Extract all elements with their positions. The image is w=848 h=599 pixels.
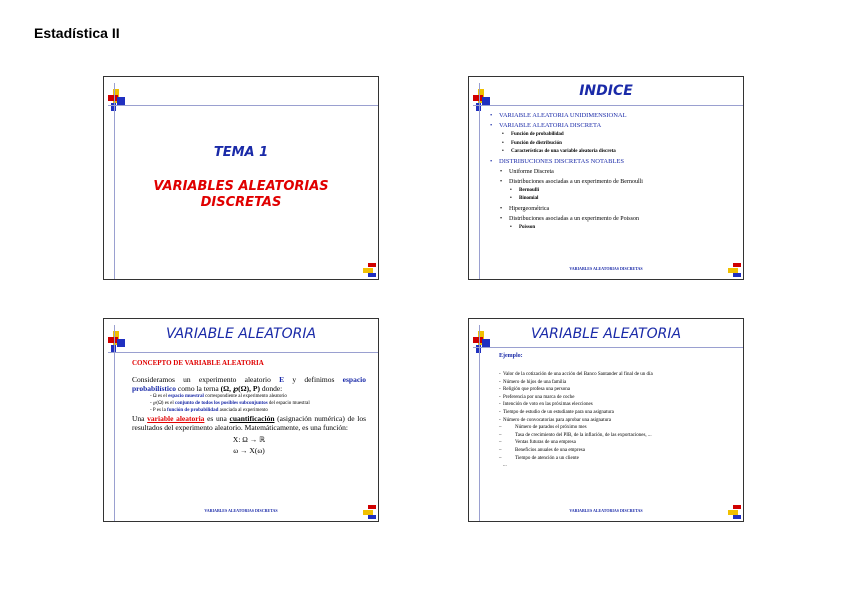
paragraph-2: Una variable aleatoria es una cuantificación (asignación numérica) de los resultados del experimento aleatorio. Matemáticamente, es una función: (132, 414, 366, 432)
document-title: Estadística II (34, 25, 120, 41)
slide-3-thumbnail[interactable] (103, 318, 379, 522)
slide-subtitle (104, 179, 378, 211)
list-item: ... (503, 463, 507, 469)
math-line-1: X: Ω → ℝ (232, 435, 266, 444)
toc-item: • VARIABLE ALEATORIA DISCRETA (499, 121, 737, 131)
list-item: – Ventas futuras de una empresa (499, 439, 733, 447)
toc-item: • Función de probabilidad (511, 131, 737, 140)
slide-title: INDICE (579, 83, 633, 99)
list-item: - Número de convocatorias para aprobar una asignatura (499, 417, 733, 425)
example-label: Ejemplo: (499, 353, 523, 359)
slide-1-thumbnail[interactable] (103, 76, 379, 280)
slide-rule-horizontal (108, 352, 378, 353)
bullet-funcion: - P es la función de probabilidad asociada al experimento (150, 408, 268, 413)
list-item: - Intención de voto en las próximas elecciones (499, 401, 733, 409)
toc-item: • Poisson (519, 224, 737, 233)
toc-item: • VARIABLE ALEATORIA UNIDIMENSIONAL (499, 111, 737, 121)
bullet-espacio-muestral: - Ω es el espacio muestral correspondiente al experimento aleatorio (150, 394, 287, 399)
slide-title: VARIABLE ALEATORIA (165, 326, 317, 342)
list-item: – Tasa de crecimiento del PIB, de la inflación, de las exportaciones, ... (499, 432, 733, 440)
slide-footer: VARIABLES ALEATORIAS DISCRETAS (569, 266, 643, 271)
slide-rule-vertical (114, 325, 115, 521)
list-item: – Beneficios anuales de una empresa (499, 447, 733, 455)
slide-tema-label: TEMA 1 (213, 145, 269, 160)
slide-footer: VARIABLES ALEATORIAS DISCRETAS (569, 508, 643, 513)
corner-decoration-bottom-right (362, 261, 376, 277)
slide-title: VARIABLE ALEATORIA (530, 326, 682, 342)
subtitle-line-1: VARIABLES ALEATORIAS (153, 179, 329, 194)
section-heading: CONCEPTO DE VARIABLE ALEATORIA (132, 359, 264, 367)
corner-decoration-bottom-right (362, 503, 376, 519)
corner-decoration-top-left (108, 89, 126, 111)
example-list (499, 371, 733, 470)
toc-item: • DISTRIBUCIONES DISCRETAS NOTABLES (499, 157, 737, 167)
list-item: - Valor de la cotización de una acción del Banco Santander al final de un día (499, 371, 733, 379)
bullet-conjunto: - ℘(Ω) es el conjunto de todos los posibles subconjuntos del espacio muestral (150, 401, 310, 406)
slide-body (132, 375, 366, 456)
list-item: – Tiempo de atención a un cliente (499, 455, 733, 463)
math-function (132, 434, 366, 456)
subtitle-line-2: DISCRETAS (200, 195, 282, 210)
toc-item: • Hipergeométrica (509, 204, 737, 214)
list-item: - Preferencia por una marca de coche (499, 394, 733, 402)
toc-item: • Características de una variable aleatoria discreta (511, 148, 737, 157)
toc-item: • Distribuciones asociadas a un experimento de Poisson (509, 214, 737, 224)
slide-rule-vertical (479, 83, 480, 279)
toc-item: • Función de distribución (511, 140, 737, 149)
list-item: - Número de hijos de una familia (499, 379, 733, 387)
corner-decoration-bottom-right (727, 261, 741, 277)
slide-rule-horizontal (473, 347, 743, 348)
paragraph-1: Consideramos un experimento aleatorio E y definimos espacio probabilístico como la terna (Ω, ℘(Ω), P) donde: (132, 375, 366, 393)
slide-4-thumbnail[interactable] (468, 318, 744, 522)
toc-item: • Distribuciones asociadas a un experimento de Bernoulli (509, 177, 737, 187)
slide-2-thumbnail[interactable] (468, 76, 744, 280)
math-line-2: ω → X(ω) (233, 446, 265, 455)
slide-rule-horizontal (108, 105, 378, 106)
corner-decoration-bottom-right (727, 503, 741, 519)
list-item: – Número de parados el próximo mes (499, 424, 733, 432)
slide-footer: VARIABLES ALEATORIAS DISCRETAS (204, 508, 278, 513)
table-of-contents (499, 111, 737, 232)
toc-item: • Uniforme Discreta (509, 167, 737, 177)
slide-rule-vertical (479, 325, 480, 521)
toc-item: • Bernoulli (519, 187, 737, 196)
list-item: - Tiempo de estudio de un estudiante para una asignatura (499, 409, 733, 417)
toc-item: • Binomial (519, 195, 737, 204)
list-item: - Religión que profesa una persona (499, 386, 733, 394)
slide-rule-horizontal (473, 105, 743, 106)
